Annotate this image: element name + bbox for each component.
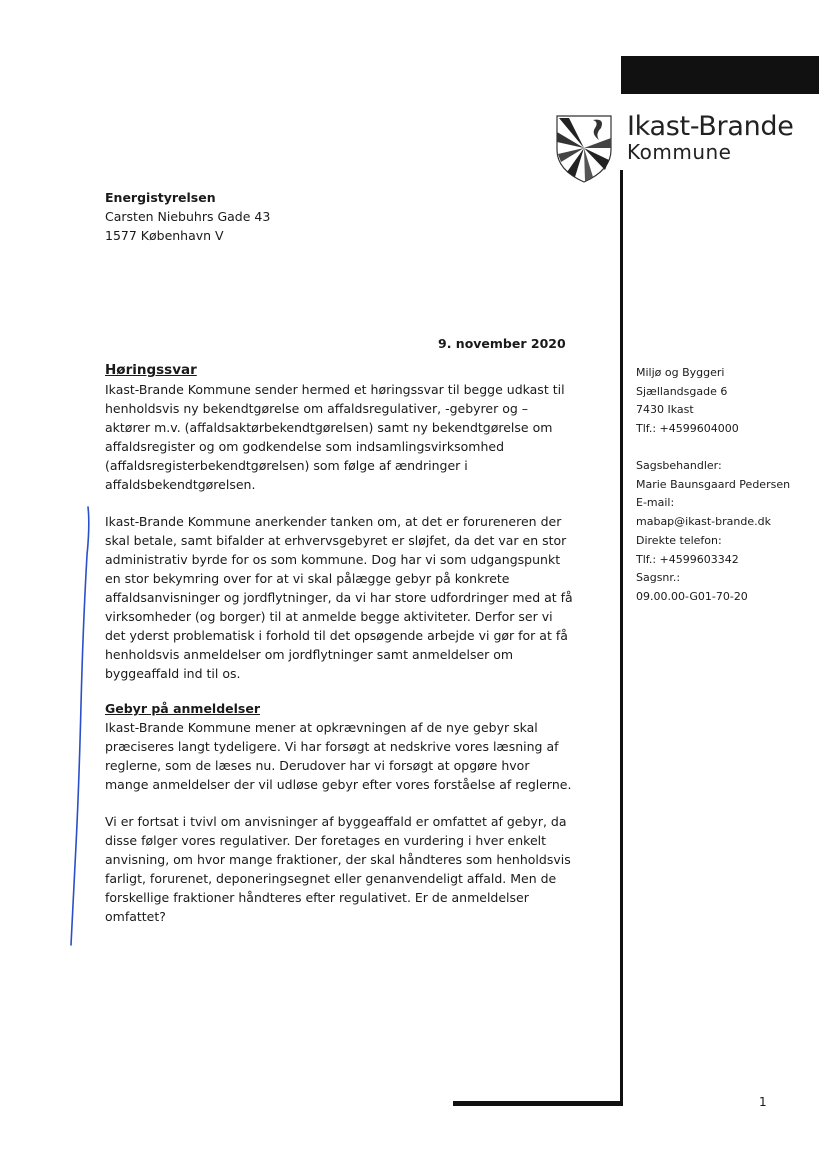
recipient-street: Carsten Niebuhrs Gade 43	[105, 209, 271, 224]
paragraph-line: Ikast-Brande Kommune mener at opkrævningen af de nye gebyr skal	[105, 720, 538, 735]
recipient-name: Energistyrelsen	[105, 190, 216, 205]
paragraph-line: mange anmeldelser der vil udløse gebyr efter vores forståelse af reglerne.	[105, 777, 572, 792]
sender-city: 7430 Ikast	[636, 403, 694, 417]
paragraph-line: forskellige fraktioner håndteres efter regulativet. Er de anmeldelser	[105, 890, 529, 905]
paragraph-line: administrativ byrde for os som kommune. Dog har vi som udgangspunkt	[105, 552, 561, 567]
paragraph-line: det yderst problematisk i forhold til det opsøgende arbejde vi gør for at få	[105, 628, 568, 643]
paragraph-line: henholdsvis ny bekendtgørelse om affaldsregulativer, -gebyrer og –	[105, 401, 529, 416]
sender-phone: Tlf.: +4599604000	[636, 422, 739, 436]
caseworker-label: Sagsbehandler:	[636, 459, 722, 472]
handwritten-margin-line	[68, 505, 98, 947]
caseworker-name: Marie Baunsgaard Pedersen	[636, 477, 791, 491]
paragraph-line: skal betale, samt bifalder at erhvervsgebyret er sløjfet, da det var en stor	[105, 533, 567, 548]
section1-heading: Høringssvar	[105, 362, 197, 378]
recipient-city: 1577 København V	[105, 228, 224, 243]
sender-contact-block	[636, 364, 739, 439]
paragraph-line: virksomheder (og borger) til at anmelde begge aktiviteter. Derfor ser vi	[105, 609, 553, 624]
direct-phone: Tlf.: +4599603342	[636, 552, 739, 566]
section2-paragraph2	[105, 812, 580, 926]
paragraph-line: henholdsvis anmeldelser om jordflytninger samt anmeldelser om	[105, 647, 514, 662]
direct-phone-label: Direkte telefon:	[636, 533, 722, 547]
municipal-crest-icon	[555, 112, 613, 184]
paragraph-line: affaldsregister og om godkendelse som indsamlingsvirksomhed	[105, 439, 505, 454]
email-label: E-mail:	[636, 496, 675, 510]
footer-divider	[453, 1101, 623, 1106]
paragraph-line: omfattet?	[105, 909, 166, 924]
case-number: 09.00.00-G01-70-20	[636, 589, 748, 603]
paragraph-line: (affaldsregisterbekendtgørelsen) som følge af ændringer i	[105, 458, 468, 473]
section1-paragraph2	[105, 512, 580, 683]
email-address: mabap@ikast-brande.dk	[636, 515, 771, 529]
paragraph-line: en stor bekymring over for at vi skal pålægge gebyr på konkrete	[105, 571, 510, 586]
section1	[105, 361, 580, 494]
logo-name: Ikast-Brande	[627, 111, 794, 142]
page-number: 1	[759, 1095, 767, 1109]
paragraph-line: affaldsanvisninger og jordflytninger, da vi har store udfordringer med at få	[105, 590, 573, 605]
paragraph-line: affaldsbekendtgørelsen.	[105, 477, 256, 492]
header-black-block	[621, 56, 819, 94]
municipality-logo-text	[627, 113, 794, 162]
vertical-divider	[620, 170, 623, 1104]
letter-date: 9. november 2020	[438, 336, 566, 351]
case-number-label: Sagsnr.:	[636, 571, 681, 585]
caseworker-block	[636, 457, 790, 607]
paragraph-line: anvisning, om hvor mange fraktioner, der skal håndteres som henholdsvis	[105, 852, 571, 867]
sender-department: Miljø og Byggeri	[636, 366, 725, 379]
paragraph-line: aktører m.v. (affaldsaktørbekendtgørelsen) samt ny bekendtgørelse om	[105, 420, 553, 435]
section2-paragraph1	[105, 718, 580, 794]
logo-subtitle: Kommune	[627, 140, 732, 164]
paragraph-line: disse følger vores regulativer. Der foretages en vurdering i hver enkelt	[105, 833, 547, 848]
section2-heading: Gebyr på anmeldelser	[105, 701, 260, 716]
section1-paragraph1	[105, 380, 580, 494]
paragraph-line: byggeaffald ind til os.	[105, 666, 241, 681]
paragraph-line: farligt, forurenet, deponeringsegnet eller genanvendeligt affald. Men de	[105, 871, 557, 886]
section2	[105, 699, 580, 794]
paragraph-line: Ikast-Brande Kommune sender hermed et høringssvar til begge udkast til	[105, 382, 565, 397]
paragraph-line: Ikast-Brande Kommune anerkender tanken om, at det er forureneren der	[105, 514, 562, 529]
paragraph-line: præciseres langt tydeligere. Vi har forsøgt at nedskrive vores læsning af	[105, 739, 559, 754]
sender-street: Sjællandsgade 6	[636, 384, 728, 398]
paragraph-line: reglerne, som de læses nu. Derudover har vi forsøgt at opgøre hvor	[105, 758, 530, 773]
recipient-address	[105, 188, 270, 245]
paragraph-line: Vi er fortsat i tvivl om anvisninger af byggeaffald er omfattet af gebyr, da	[105, 814, 567, 829]
